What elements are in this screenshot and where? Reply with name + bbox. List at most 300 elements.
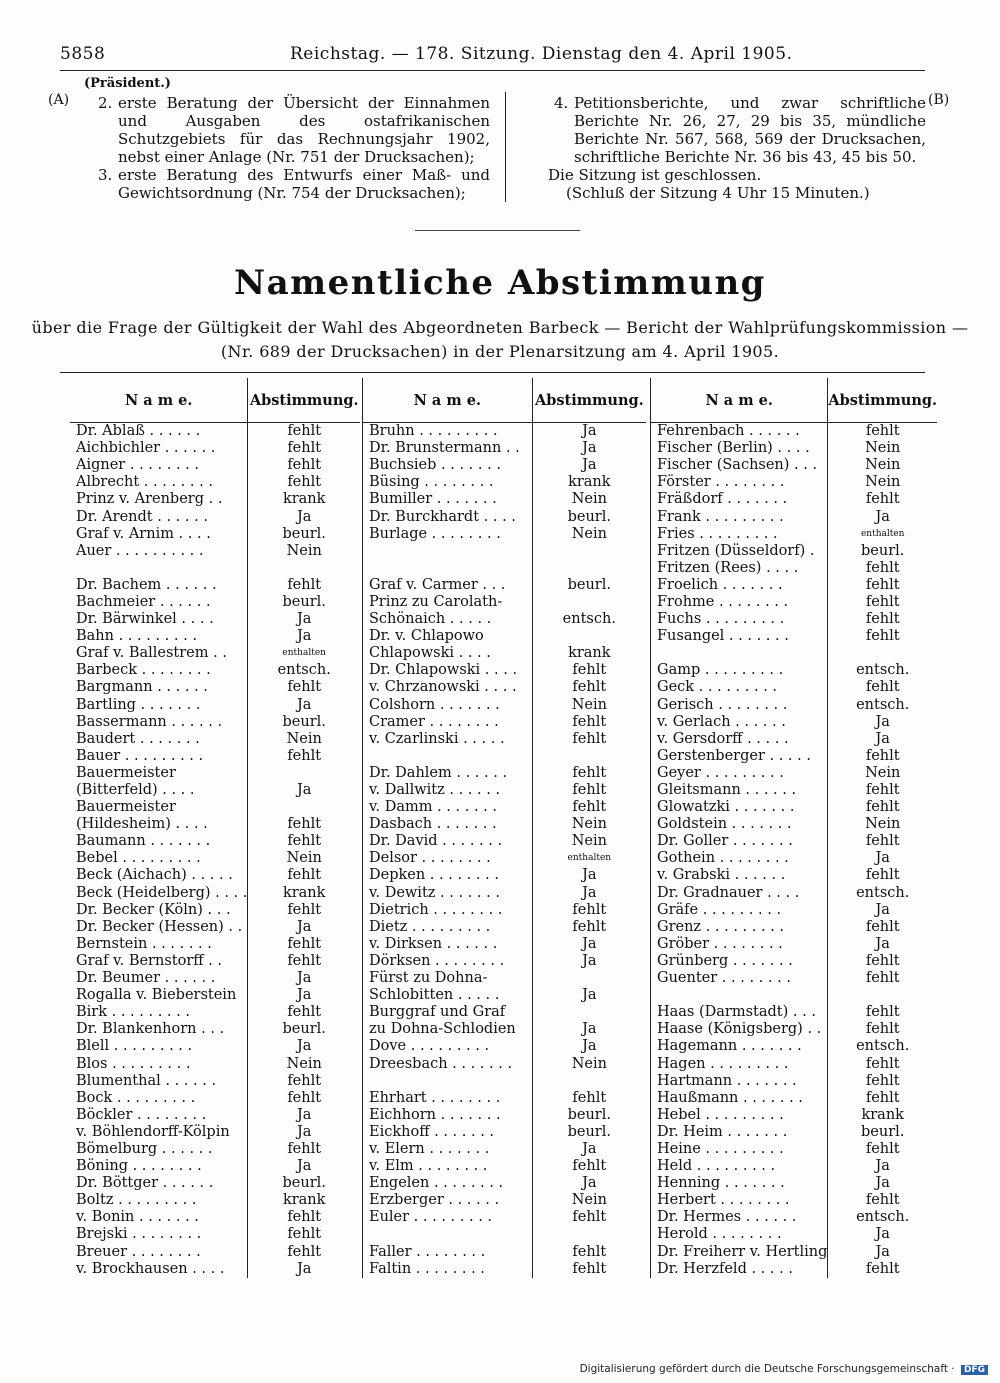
member-name: Bumiller . . . . . . . xyxy=(369,491,497,508)
vote-value: fehlt xyxy=(248,1141,360,1158)
speaker-label: (Präsident.) xyxy=(84,76,171,91)
member-name: v. Elern . . . . . . . xyxy=(369,1140,490,1157)
table-row xyxy=(363,902,647,919)
table-row xyxy=(70,953,360,970)
vote-value: fehlt xyxy=(828,799,937,816)
vote-value: fehlt xyxy=(828,577,937,594)
member-name: v. Czarlinski . . . . . xyxy=(369,730,505,747)
vote-value: krank xyxy=(248,491,360,508)
table-row xyxy=(363,885,647,902)
table-row xyxy=(363,1073,647,1090)
table-row xyxy=(651,491,938,508)
member-name: Dr. Hermes . . . . . . xyxy=(657,1209,797,1226)
member-name: v. Chrzanowski . . . . xyxy=(369,679,517,696)
vote-value: beurl. xyxy=(532,1107,646,1124)
vote-value: Nein xyxy=(532,697,646,714)
vote-value: Ja xyxy=(532,440,646,457)
vote-value: Nein xyxy=(248,543,360,560)
table-row xyxy=(651,543,938,560)
table-row xyxy=(363,543,647,560)
member-name: Aichbichler . . . . . . xyxy=(76,440,216,457)
member-name: Fürst zu Dohna- xyxy=(369,970,488,987)
member-name: Baudert . . . . . . . xyxy=(76,730,200,747)
vote-value: fehlt xyxy=(532,1090,646,1107)
member-name: Beck (Heidelberg) . . . . xyxy=(76,884,248,901)
member-name: Dr. Freiherr v. Hertling xyxy=(657,1243,828,1260)
vote-value: krank xyxy=(828,1107,937,1124)
table-row xyxy=(363,423,647,441)
member-name: Haas (Darmstadt) . . . xyxy=(657,1004,816,1021)
table-row xyxy=(651,423,938,441)
vote-value: enthalten xyxy=(248,645,360,662)
agenda-item-4 xyxy=(554,94,926,166)
table-row xyxy=(651,457,938,474)
vote-value: Ja xyxy=(828,936,937,953)
vote-table-column-1 xyxy=(70,378,360,1278)
vote-value: Nein xyxy=(532,1192,646,1209)
member-name: Delsor . . . . . . . . xyxy=(369,850,491,867)
table-row xyxy=(70,1192,360,1209)
subtitle-line-2: (Nr. 689 der Drucksachen) in der Plenarsitzung am 4. April 1905. xyxy=(220,342,780,361)
member-name: zu Dohna-Schlodien xyxy=(369,1021,516,1038)
member-name: Gröber . . . . . . . . xyxy=(657,935,783,952)
table-row xyxy=(70,1209,360,1226)
table-row xyxy=(70,850,360,867)
table-row xyxy=(363,1175,647,1192)
table-row xyxy=(651,645,938,662)
table-row xyxy=(363,748,647,765)
table-row xyxy=(363,440,647,457)
vote-value xyxy=(532,628,646,645)
table-row xyxy=(363,611,647,628)
table-row xyxy=(651,919,938,936)
member-name: Prinz v. Arenberg . . xyxy=(76,491,223,508)
table-row xyxy=(70,594,360,611)
vote-value: Nein xyxy=(532,491,646,508)
member-name: Fries . . . . . . . . . xyxy=(657,525,778,542)
table-row xyxy=(651,662,938,679)
vote-value: fehlt xyxy=(828,1192,937,1209)
member-name: Frohme . . . . . . . . xyxy=(657,593,789,610)
page-number: 5858 xyxy=(60,44,106,64)
agenda-item-3 xyxy=(98,166,490,202)
member-name: Graf v. Carmer . . . xyxy=(369,576,506,593)
member-name: Grünberg . . . . . . . xyxy=(657,952,793,969)
table-row xyxy=(363,816,647,833)
vote-value: fehlt xyxy=(828,919,937,936)
member-name: Hagen . . . . . . . . . xyxy=(657,1055,789,1072)
vote-value: Ja xyxy=(828,1158,937,1175)
table-row xyxy=(363,970,647,987)
vote-value: fehlt xyxy=(532,1158,646,1175)
member-name: Ehrhart . . . . . . . . xyxy=(369,1089,501,1106)
member-name: v. Dewitz . . . . . . . xyxy=(369,884,500,901)
member-name: Rogalla v. Bieberstein xyxy=(76,987,237,1004)
member-name: Euler . . . . . . . . . xyxy=(369,1209,493,1226)
vote-value: fehlt xyxy=(248,1090,360,1107)
member-name: Boltz . . . . . . . . . xyxy=(76,1192,197,1209)
vote-value: beurl. xyxy=(532,508,646,525)
member-name: Bernstein . . . . . . . xyxy=(76,935,212,952)
table-row xyxy=(363,457,647,474)
name-header: N a m e. xyxy=(363,378,533,423)
table-row xyxy=(363,1004,647,1021)
vote-value: fehlt xyxy=(828,1004,937,1021)
member-name: Dr. Herzfeld . . . . . xyxy=(657,1260,793,1277)
header-rule xyxy=(60,70,925,71)
agenda-item-3-number: 3. xyxy=(98,166,113,184)
table-row xyxy=(651,850,938,867)
member-name: Glowatzki . . . . . . . xyxy=(657,799,795,816)
table-row xyxy=(363,1209,647,1226)
agenda-item-4-number: 4. xyxy=(554,94,569,112)
table-row xyxy=(363,645,647,662)
member-name: Herbert . . . . . . . . xyxy=(657,1192,790,1209)
member-name: v. Elm . . . . . . . . xyxy=(369,1158,488,1175)
agenda-item-2 xyxy=(98,94,490,166)
vote-value: Ja xyxy=(828,714,937,731)
vote-value: fehlt xyxy=(828,833,937,850)
vote-value: Ja xyxy=(248,611,360,628)
member-name: Fehrenbach . . . . . . xyxy=(657,423,800,440)
vote-value: beurl. xyxy=(248,1021,360,1038)
member-name: Bargmann . . . . . . xyxy=(76,679,208,696)
vote-value: Nein xyxy=(248,1055,360,1072)
table-row xyxy=(363,987,647,1004)
table-row xyxy=(363,697,647,714)
table-row xyxy=(651,1124,938,1141)
dfg-logo: DFG xyxy=(961,1365,988,1375)
table-row xyxy=(70,628,360,645)
table-row xyxy=(651,508,938,525)
agenda-item-4-text: Petitionsberichte, und zwar schriftliche Berichte Nr. 26, 27, 29 bis 35, mündliche Berichte Nr. 567, 568, 569 der Drucksachen, schriftliche Berichte Nr. 36 bis 43, 45 bis 50. xyxy=(574,94,926,166)
vote-value: Nein xyxy=(532,526,646,543)
vote-value: fehlt xyxy=(828,970,937,987)
table-row xyxy=(70,885,360,902)
vote-value: entsch. xyxy=(828,697,937,714)
member-name: Aigner . . . . . . . . xyxy=(76,457,199,474)
member-name xyxy=(651,987,828,1004)
vote-value: fehlt xyxy=(532,1244,646,1261)
table-row xyxy=(651,1038,938,1055)
member-name: Faltin . . . . . . . . xyxy=(369,1260,485,1277)
vote-value: fehlt xyxy=(532,782,646,799)
vote-value: fehlt xyxy=(532,662,646,679)
table-row xyxy=(363,1124,647,1141)
table-row xyxy=(70,1038,360,1055)
vote-value: entsch. xyxy=(532,611,646,628)
member-name: Frank . . . . . . . . . xyxy=(657,508,784,525)
table-row xyxy=(70,902,360,919)
table-row xyxy=(70,1226,360,1243)
member-name: Guenter . . . . . . . . xyxy=(657,970,791,987)
table-row xyxy=(363,1141,647,1158)
table-row xyxy=(651,697,938,714)
member-name: Buchsieb . . . . . . . xyxy=(369,457,501,474)
member-name: Bock . . . . . . . . . xyxy=(76,1089,196,1106)
vote-value xyxy=(532,970,646,987)
table-row xyxy=(651,1209,938,1226)
member-name: v. Dallwitz . . . . . . xyxy=(369,782,501,799)
vote-value: fehlt xyxy=(532,1261,646,1278)
vote-value: fehlt xyxy=(248,474,360,491)
vote-value: beurl. xyxy=(828,543,937,560)
member-name: Fischer (Berlin) . . . . xyxy=(657,440,810,457)
member-name: Dr. Blankenhorn . . . xyxy=(76,1021,225,1038)
member-name: Förster . . . . . . . . xyxy=(657,474,785,491)
vote-value: Ja xyxy=(532,423,646,441)
member-name: Blell . . . . . . . . . xyxy=(76,1038,193,1055)
table-row xyxy=(651,1244,938,1261)
table-row xyxy=(363,628,647,645)
member-name: Gerstenberger . . . . . xyxy=(657,747,811,764)
member-name: Gerisch . . . . . . . . xyxy=(657,696,788,713)
member-name: Herold . . . . . . . . xyxy=(657,1226,782,1243)
member-name: v. Damm . . . . . . . xyxy=(369,799,497,816)
vote-value: krank xyxy=(248,1192,360,1209)
vote-value: Nein xyxy=(828,457,937,474)
table-row xyxy=(651,1055,938,1072)
table-row xyxy=(70,543,360,560)
vote-value: fehlt xyxy=(828,491,937,508)
vote-value xyxy=(248,765,360,782)
table-row xyxy=(70,508,360,525)
vote-value: Ja xyxy=(248,508,360,525)
member-name: Fritzen (Düsseldorf) . xyxy=(657,542,815,559)
member-name: Dr. Dahlem . . . . . . xyxy=(369,764,508,781)
table-row xyxy=(70,799,360,816)
table-row xyxy=(651,1004,938,1021)
name-header: N a m e. xyxy=(651,378,828,423)
table-row xyxy=(70,1158,360,1175)
vote-value xyxy=(828,987,937,1004)
table-row xyxy=(651,748,938,765)
table-row xyxy=(70,714,360,731)
vote-value: fehlt xyxy=(532,765,646,782)
table-row xyxy=(70,526,360,543)
member-name: Büsing . . . . . . . . xyxy=(369,474,494,491)
member-name: Eickhoff . . . . . . . xyxy=(369,1123,495,1140)
member-name: Burlage . . . . . . . . xyxy=(369,525,501,542)
vote-value: fehlt xyxy=(248,1226,360,1243)
table-row xyxy=(651,987,938,1004)
member-name: Fischer (Sachsen) . . . xyxy=(657,457,818,474)
table-row xyxy=(651,867,938,884)
vote-value: fehlt xyxy=(248,679,360,696)
member-name: Dr. Goller . . . . . . . xyxy=(657,833,793,850)
vote-value: fehlt xyxy=(532,1209,646,1226)
table-row xyxy=(363,1192,647,1209)
member-name: Graf v. Ballestrem . . xyxy=(76,645,227,662)
table-row xyxy=(651,679,938,696)
member-name: Böckler . . . . . . . . xyxy=(76,1106,207,1123)
table-row xyxy=(70,457,360,474)
vote-value: fehlt xyxy=(828,953,937,970)
member-name: Dr. Bachem . . . . . . xyxy=(76,576,217,593)
member-name: (Bitterfeld) . . . . xyxy=(76,782,195,799)
table-row xyxy=(70,679,360,696)
member-name: Bauermeister xyxy=(76,764,176,781)
vote-value: fehlt xyxy=(532,919,646,936)
session-closed: Die Sitzung ist geschlossen. xyxy=(548,166,762,184)
vote-value: beurl. xyxy=(532,1124,646,1141)
table-row xyxy=(363,867,647,884)
vote-value: fehlt xyxy=(828,594,937,611)
member-name: Chlapowski . . . . xyxy=(369,645,491,662)
table-row xyxy=(651,474,938,491)
member-name: Blos . . . . . . . . . xyxy=(76,1055,191,1072)
table-row xyxy=(651,902,938,919)
table-row xyxy=(70,1055,360,1072)
table-row xyxy=(363,782,647,799)
vote-value: fehlt xyxy=(248,1244,360,1261)
vote-value: fehlt xyxy=(248,1004,360,1021)
vote-value: beurl. xyxy=(828,1124,937,1141)
member-name: Bauer . . . . . . . . . xyxy=(76,747,204,764)
member-name: Henning . . . . . . . xyxy=(657,1175,785,1192)
member-name: Breuer . . . . . . . . xyxy=(76,1243,201,1260)
member-name: Fritzen (Rees) . . . . xyxy=(657,559,799,576)
vote-value: krank xyxy=(248,885,360,902)
member-name: Hagemann . . . . . . . xyxy=(657,1038,802,1055)
member-name xyxy=(651,645,828,662)
member-name: Hartmann . . . . . . . xyxy=(657,1072,797,1089)
vote-value: fehlt xyxy=(828,679,937,696)
member-name: Dr. Böttger . . . . . . xyxy=(76,1175,214,1192)
vote-value: Ja xyxy=(532,987,646,1004)
member-name: Geck . . . . . . . . . xyxy=(657,679,778,696)
vote-value: fehlt xyxy=(828,748,937,765)
table-row xyxy=(70,919,360,936)
table-row xyxy=(70,423,360,441)
vote-value: fehlt xyxy=(248,902,360,919)
member-name: Burggraf und Graf xyxy=(369,1004,506,1021)
member-name: Böning . . . . . . . . xyxy=(76,1158,202,1175)
member-name: Dr. Bärwinkel . . . . xyxy=(76,611,214,628)
vote-value: fehlt xyxy=(532,799,646,816)
vote-value: Ja xyxy=(828,731,937,748)
vote-header: Abstimmung. xyxy=(248,378,360,423)
table-row xyxy=(651,1226,938,1243)
table-row xyxy=(651,833,938,850)
member-name: Held . . . . . . . . . xyxy=(657,1158,776,1175)
table-row xyxy=(651,1021,938,1038)
member-name: Bassermann . . . . . . xyxy=(76,713,223,730)
vote-value: Nein xyxy=(828,816,937,833)
member-name: Geyer . . . . . . . . . xyxy=(657,764,784,781)
table-row xyxy=(363,936,647,953)
vote-value: Ja xyxy=(248,1107,360,1124)
vote-value: enthalten xyxy=(828,526,937,543)
table-row xyxy=(363,714,647,731)
vote-value: Ja xyxy=(532,885,646,902)
table-row xyxy=(70,1107,360,1124)
member-name: Colshorn . . . . . . . xyxy=(369,696,500,713)
vote-value: fehlt xyxy=(248,1209,360,1226)
vote-value: Nein xyxy=(248,850,360,867)
member-name: Blumenthal . . . . . . xyxy=(76,1072,217,1089)
member-name: Dove . . . . . . . . . xyxy=(369,1038,490,1055)
member-name: Graf v. Arnim . . . . xyxy=(76,525,211,542)
vote-value: Ja xyxy=(248,1261,360,1278)
table-row xyxy=(70,987,360,1004)
vote-value: fehlt xyxy=(248,457,360,474)
vote-value: beurl. xyxy=(248,1175,360,1192)
table-row xyxy=(70,440,360,457)
table-row xyxy=(70,1021,360,1038)
member-name: Bahn . . . . . . . . . xyxy=(76,628,197,645)
table-row xyxy=(651,765,938,782)
member-name: (Hildesheim) . . . . xyxy=(76,816,208,833)
member-name: Eichhorn . . . . . . . xyxy=(369,1106,501,1123)
vote-value: Ja xyxy=(532,953,646,970)
member-name: Gamp . . . . . . . . . xyxy=(657,662,784,679)
member-name: v. Dirksen . . . . . . xyxy=(369,935,498,952)
vote-value: Nein xyxy=(248,731,360,748)
vote-value: Ja xyxy=(248,919,360,936)
member-name xyxy=(363,748,533,765)
vote-value: Ja xyxy=(248,1158,360,1175)
vote-value: enthalten xyxy=(532,850,646,867)
table-row xyxy=(651,816,938,833)
vote-value: krank xyxy=(532,474,646,491)
vote-value: fehlt xyxy=(828,1141,937,1158)
vote-value: fehlt xyxy=(532,679,646,696)
member-name: Hebel . . . . . . . . . xyxy=(657,1106,784,1123)
table-row xyxy=(363,1021,647,1038)
member-name: Faller . . . . . . . . xyxy=(369,1243,486,1260)
table-row xyxy=(363,953,647,970)
member-name: Fusangel . . . . . . . xyxy=(657,628,789,645)
session-end: (Schluß der Sitzung 4 Uhr 15 Minuten.) xyxy=(566,184,870,202)
vote-value: Nein xyxy=(828,440,937,457)
table-row xyxy=(363,731,647,748)
vote-value xyxy=(248,799,360,816)
member-name: Depken . . . . . . . . xyxy=(369,867,499,884)
vote-value xyxy=(532,1226,646,1243)
vote-value: Ja xyxy=(828,1244,937,1261)
vote-header: Abstimmung. xyxy=(532,378,646,423)
member-name: Bartling . . . . . . . xyxy=(76,696,201,713)
agenda-item-2-number: 2. xyxy=(98,94,113,112)
member-name: Froelich . . . . . . . xyxy=(657,576,783,593)
table-row xyxy=(70,833,360,850)
vote-value: Ja xyxy=(248,1124,360,1141)
table-row xyxy=(651,526,938,543)
table-row xyxy=(363,1244,647,1261)
table-row xyxy=(363,1261,647,1278)
vote-value: Ja xyxy=(828,1226,937,1243)
vote-value: fehlt xyxy=(828,1021,937,1038)
vote-value: fehlt xyxy=(532,714,646,731)
vote-value: fehlt xyxy=(248,867,360,884)
table-row xyxy=(70,1261,360,1278)
table-row xyxy=(651,440,938,457)
vote-value: Ja xyxy=(248,970,360,987)
vote-value: Ja xyxy=(532,1141,646,1158)
vote-value: Ja xyxy=(532,867,646,884)
vote-value xyxy=(532,748,646,765)
member-name: Baumann . . . . . . . xyxy=(76,833,211,850)
table-row xyxy=(70,697,360,714)
name-header: N a m e. xyxy=(70,378,248,423)
table-row xyxy=(651,1261,938,1278)
vote-table-column-2 xyxy=(362,378,646,1278)
member-name: Beck (Aichach) . . . . . xyxy=(76,867,233,884)
vote-value: Nein xyxy=(532,833,646,850)
member-name: Bauermeister xyxy=(76,799,176,816)
vote-value: Ja xyxy=(532,457,646,474)
